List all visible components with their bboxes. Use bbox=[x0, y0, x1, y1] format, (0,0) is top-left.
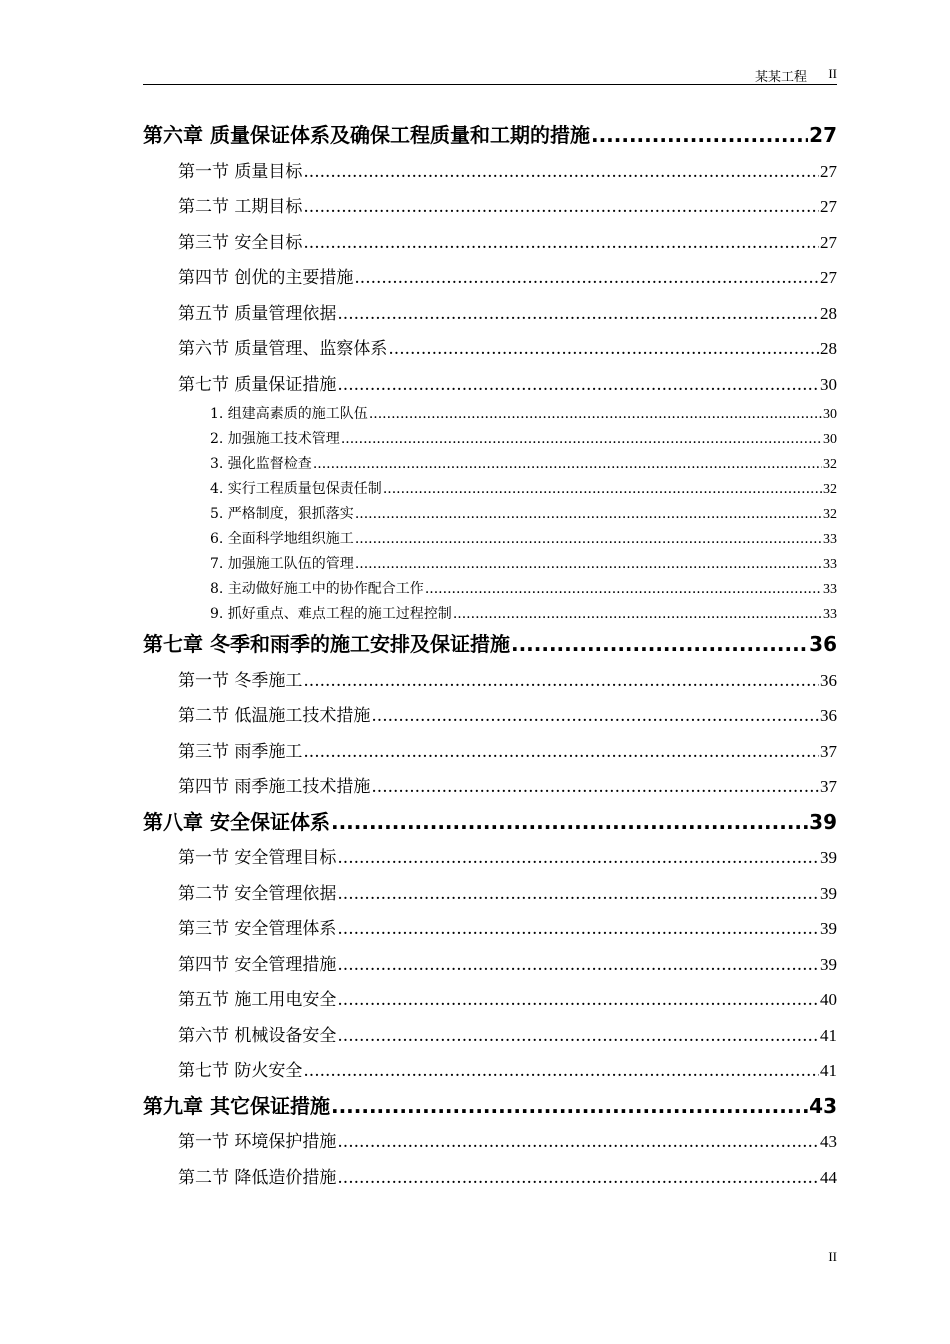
toc-entry-label: 第六章 质量保证体系及确保工程质量和工期的措施 bbox=[143, 123, 590, 147]
toc-chapter-entry[interactable] bbox=[143, 805, 837, 841]
toc-entry-page-number: 39 bbox=[820, 883, 837, 903]
toc-item-entry[interactable] bbox=[143, 577, 837, 602]
toc-entry-label: 第一节 质量目标 bbox=[178, 161, 303, 182]
toc-entry-page-number: 36 bbox=[820, 706, 837, 725]
toc-entry-page-number: 32 bbox=[823, 457, 837, 472]
toc-entry-page-number: 27 bbox=[809, 123, 837, 147]
toc-item-entry[interactable] bbox=[143, 402, 837, 427]
toc-section-entry[interactable] bbox=[143, 331, 837, 367]
toc-section-entry[interactable] bbox=[143, 260, 837, 296]
toc-entry-label: 第八章 安全保证体系 bbox=[143, 809, 330, 834]
dot-leader bbox=[313, 452, 822, 477]
header-page-number: II bbox=[828, 66, 837, 81]
toc-entry-label: 第二节 降低造价措施 bbox=[178, 1167, 337, 1188]
toc-section-entry[interactable] bbox=[143, 296, 837, 332]
toc-section-entry[interactable] bbox=[143, 734, 837, 770]
toc-entry-page-number: 30 bbox=[820, 374, 837, 394]
toc-section-entry[interactable] bbox=[143, 698, 837, 734]
dot-leader bbox=[337, 368, 819, 404]
toc-entry-page-number: 32 bbox=[823, 507, 837, 522]
toc-chapter-entry[interactable] bbox=[143, 118, 837, 154]
toc-entry-label: 第七节 防火安全 bbox=[178, 1061, 303, 1081]
toc-section-entry[interactable] bbox=[143, 1160, 837, 1196]
toc-item-entry[interactable] bbox=[143, 602, 837, 627]
header-title: 某某工程 bbox=[754, 70, 807, 85]
dot-leader bbox=[303, 226, 819, 262]
toc-section-entry[interactable] bbox=[143, 876, 837, 912]
toc-entry-page-number: 39 bbox=[820, 919, 837, 938]
toc-item-entry[interactable] bbox=[143, 502, 837, 527]
toc-item-entry[interactable] bbox=[143, 427, 837, 452]
dot-leader bbox=[331, 1089, 808, 1125]
toc-item-entry[interactable] bbox=[143, 452, 837, 477]
toc-entry-page-number: 27 bbox=[820, 161, 837, 181]
toc-item-entry[interactable] bbox=[143, 527, 837, 552]
dot-leader bbox=[453, 602, 822, 627]
toc-entry-page-number: 36 bbox=[809, 632, 837, 656]
dot-leader bbox=[337, 1161, 819, 1197]
toc-entry-page-number: 33 bbox=[823, 532, 837, 547]
toc-section-entry[interactable] bbox=[143, 947, 837, 983]
toc-entry-page-number: 30 bbox=[823, 407, 837, 422]
toc-section-entry[interactable] bbox=[143, 154, 837, 190]
dot-leader bbox=[337, 983, 819, 1019]
toc-section-entry[interactable] bbox=[143, 1124, 837, 1160]
toc-item-entry[interactable] bbox=[143, 552, 837, 577]
toc-entry-label: 第七节 质量保证措施 bbox=[178, 374, 337, 395]
dot-leader bbox=[388, 332, 819, 368]
toc-entry-page-number: 40 bbox=[820, 990, 837, 1009]
toc-entry-label: 第二节 低温施工技术措施 bbox=[178, 706, 371, 726]
toc-entry-label: 第二节 安全管理依据 bbox=[178, 883, 337, 904]
dot-leader bbox=[337, 877, 819, 913]
dot-leader bbox=[337, 841, 819, 877]
dot-leader bbox=[337, 948, 819, 984]
dot-leader bbox=[425, 577, 822, 602]
toc-entry-page-number: 39 bbox=[809, 809, 837, 834]
footer-page-number: II bbox=[828, 1249, 837, 1264]
toc-entry-page-number: 36 bbox=[820, 670, 837, 690]
toc-entry-label: 第二节 工期目标 bbox=[178, 197, 303, 217]
dot-leader bbox=[371, 699, 819, 735]
dot-leader bbox=[303, 664, 819, 700]
toc-entry-page-number: 27 bbox=[820, 268, 837, 287]
dot-leader bbox=[355, 502, 822, 527]
toc-entry-page-number: 33 bbox=[823, 607, 837, 622]
toc-entry-page-number: 32 bbox=[823, 482, 837, 497]
dot-leader bbox=[355, 527, 822, 552]
toc-entry-label: 1. 组建高素质的施工队伍 bbox=[210, 406, 368, 422]
toc-entry-label: 第一节 安全管理目标 bbox=[178, 848, 337, 868]
toc-entry-page-number: 43 bbox=[809, 1093, 837, 1118]
toc-section-entry[interactable] bbox=[143, 769, 837, 805]
dot-leader bbox=[354, 261, 819, 297]
toc-entry-label: 第五节 施工用电安全 bbox=[178, 990, 337, 1010]
dot-leader bbox=[369, 402, 822, 427]
dot-leader bbox=[511, 627, 808, 663]
page-header bbox=[143, 64, 837, 85]
toc-entry-page-number: 43 bbox=[820, 1132, 837, 1151]
toc-entry-label: 第三节 安全目标 bbox=[178, 232, 303, 253]
dot-leader bbox=[591, 118, 808, 154]
toc-entry-page-number: 27 bbox=[820, 197, 837, 216]
toc-entry-label: 第一节 环境保护措施 bbox=[178, 1132, 337, 1152]
toc-entry-label: 第六节 机械设备安全 bbox=[178, 1025, 337, 1046]
toc-entry-label: 第四节 雨季施工技术措施 bbox=[178, 777, 371, 797]
toc-entry-label: 第六节 质量管理、监察体系 bbox=[178, 339, 388, 359]
toc-entry-page-number: 37 bbox=[820, 777, 837, 796]
table-of-contents bbox=[143, 118, 837, 1195]
toc-entry-label: 5. 严格制度，狠抓落实 bbox=[210, 506, 354, 522]
toc-entry-page-number: 33 bbox=[823, 582, 837, 597]
toc-chapter-entry[interactable] bbox=[143, 627, 837, 663]
toc-chapter-entry[interactable] bbox=[143, 1089, 837, 1125]
dot-leader bbox=[337, 912, 819, 948]
dot-leader bbox=[371, 770, 819, 806]
toc-entry-label: 8. 主动做好施工中的协作配合工作 bbox=[210, 581, 424, 597]
toc-entry-page-number: 28 bbox=[820, 339, 837, 358]
dot-leader bbox=[383, 477, 822, 502]
dot-leader bbox=[303, 190, 819, 226]
toc-entry-label: 第三节 安全管理体系 bbox=[178, 919, 337, 939]
toc-entry-label: 第九章 其它保证措施 bbox=[143, 1093, 330, 1118]
toc-entry-label: 第四节 创优的主要措施 bbox=[178, 268, 354, 288]
toc-entry-page-number: 33 bbox=[823, 557, 837, 572]
toc-entry-page-number: 37 bbox=[820, 741, 837, 761]
dot-leader bbox=[337, 1125, 819, 1161]
toc-entry-page-number: 41 bbox=[820, 1025, 837, 1045]
toc-section-entry[interactable] bbox=[143, 1053, 837, 1089]
toc-section-entry[interactable] bbox=[143, 225, 837, 261]
dot-leader bbox=[303, 155, 819, 191]
dot-leader bbox=[337, 1019, 819, 1055]
toc-entry-label: 第三节 雨季施工 bbox=[178, 741, 303, 762]
toc-section-entry[interactable] bbox=[143, 911, 837, 947]
toc-entry-label: 9. 抓好重点、难点工程的施工过程控制 bbox=[210, 606, 452, 622]
toc-entry-page-number: 30 bbox=[823, 432, 837, 447]
toc-entry-label: 第四节 安全管理措施 bbox=[178, 954, 337, 975]
toc-section-entry[interactable] bbox=[143, 840, 837, 876]
toc-entry-label: 4. 实行工程质量包保责任制 bbox=[210, 481, 382, 497]
toc-entry-page-number: 41 bbox=[820, 1061, 837, 1080]
toc-section-entry[interactable] bbox=[143, 1018, 837, 1054]
toc-entry-label: 第七章 冬季和雨季的施工安排及保证措施 bbox=[143, 632, 510, 656]
dot-leader bbox=[303, 1054, 819, 1090]
toc-entry-label: 3. 强化监督检查 bbox=[210, 456, 312, 472]
toc-entry-page-number: 39 bbox=[820, 954, 837, 974]
toc-entry-page-number: 39 bbox=[820, 848, 837, 867]
toc-section-entry[interactable] bbox=[143, 982, 837, 1018]
toc-section-entry[interactable] bbox=[143, 367, 837, 403]
dot-leader bbox=[303, 735, 819, 771]
dot-leader bbox=[331, 805, 808, 841]
toc-entry-label: 6. 全面科学地组织施工 bbox=[210, 531, 354, 547]
toc-entry-label: 第五节 质量管理依据 bbox=[178, 303, 337, 324]
toc-entry-page-number: 44 bbox=[820, 1167, 837, 1187]
toc-section-entry[interactable] bbox=[143, 189, 837, 225]
dot-leader bbox=[337, 297, 819, 333]
toc-entry-label: 7. 加强施工队伍的管理 bbox=[210, 556, 354, 572]
toc-section-entry[interactable] bbox=[143, 663, 837, 699]
dot-leader bbox=[355, 552, 822, 577]
toc-entry-label: 2. 加强施工技术管理 bbox=[210, 431, 340, 447]
dot-leader bbox=[341, 427, 822, 452]
toc-entry-page-number: 27 bbox=[820, 232, 837, 252]
toc-entry-label: 第一节 冬季施工 bbox=[178, 670, 303, 691]
toc-entry-page-number: 28 bbox=[820, 303, 837, 323]
toc-item-entry[interactable] bbox=[143, 477, 837, 502]
